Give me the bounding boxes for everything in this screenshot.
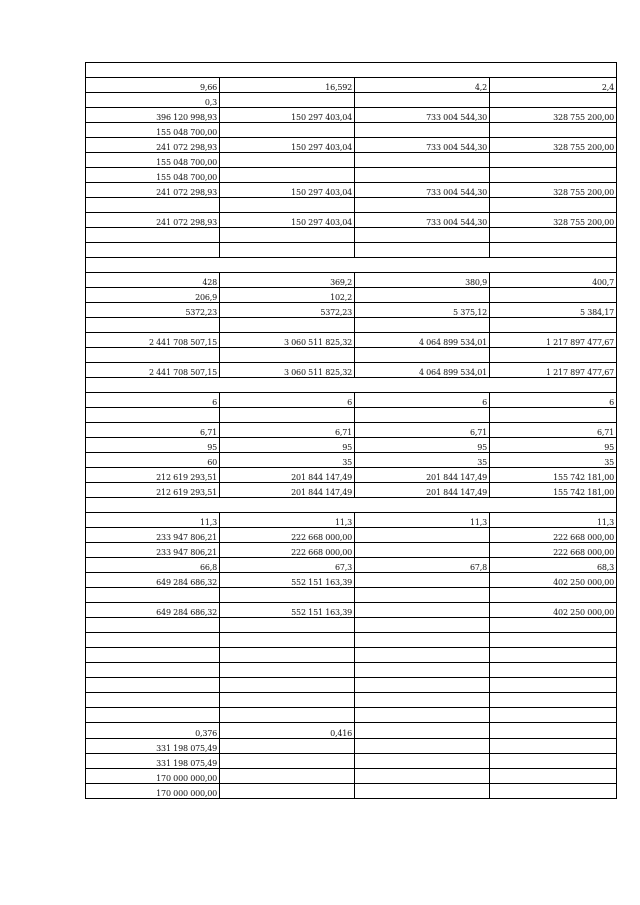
table-cell: 155 048 700,00 <box>86 123 220 138</box>
table-cell <box>355 648 490 663</box>
table-cell <box>220 153 355 168</box>
table-cell <box>86 318 220 333</box>
table-cell <box>220 408 355 423</box>
table-cell: 201 844 147,49 <box>220 468 355 483</box>
table-cell <box>355 93 490 108</box>
table-row <box>86 408 617 423</box>
table-row <box>86 138 617 153</box>
table-cell <box>490 754 617 769</box>
table-cell: 9,66 <box>86 78 220 93</box>
table-cell: 369,2 <box>220 273 355 288</box>
table-cell: 201 844 147,49 <box>355 468 490 483</box>
table-cell: 241 072 298,93 <box>86 183 220 198</box>
data-table <box>85 62 617 799</box>
table-cell: 241 072 298,93 <box>86 138 220 153</box>
table-cell <box>355 769 490 784</box>
table-cell: 6,71 <box>490 423 617 438</box>
table-cell <box>490 228 617 243</box>
table-cell <box>220 708 355 723</box>
table-cell <box>355 288 490 303</box>
table-cell <box>355 663 490 678</box>
table-row <box>86 318 617 333</box>
table-row <box>86 168 617 183</box>
table-cell <box>355 168 490 183</box>
table-cell <box>220 348 355 363</box>
table-row <box>86 213 617 228</box>
table-row <box>86 483 617 498</box>
table-cell: 150 297 403,04 <box>220 183 355 198</box>
table-cell <box>355 603 490 618</box>
table-cell <box>220 588 355 603</box>
table-cell: 649 284 686,32 <box>86 603 220 618</box>
table-cell <box>220 123 355 138</box>
table-cell <box>86 588 220 603</box>
table-cell <box>490 318 617 333</box>
table-cell: 400,7 <box>490 273 617 288</box>
table-body <box>86 63 617 799</box>
table-cell <box>355 543 490 558</box>
table-row <box>86 108 617 123</box>
table-row <box>86 438 617 453</box>
table-cell: 2 441 708 507,15 <box>86 363 220 378</box>
table-cell <box>86 663 220 678</box>
table-cell: 233 947 806,21 <box>86 528 220 543</box>
table-cell: 3 060 511 825,32 <box>220 333 355 348</box>
table-cell <box>355 318 490 333</box>
table-row <box>86 693 617 708</box>
table-cell <box>86 693 220 708</box>
table-cell: 4,2 <box>355 78 490 93</box>
table-cell: 5372,23 <box>86 303 220 318</box>
table-cell: 201 844 147,49 <box>220 483 355 498</box>
table-cell <box>490 153 617 168</box>
table-cell <box>490 168 617 183</box>
table-row <box>86 498 617 513</box>
table-cell: 206,9 <box>86 288 220 303</box>
table-cell <box>86 618 220 633</box>
table-cell <box>490 739 617 754</box>
table-cell: 212 619 293,51 <box>86 468 220 483</box>
table-cell <box>220 663 355 678</box>
table-row <box>86 573 617 588</box>
table-cell <box>490 408 617 423</box>
table-cell <box>355 723 490 739</box>
table-cell <box>490 693 617 708</box>
table-cell: 241 072 298,93 <box>86 213 220 228</box>
table-row <box>86 603 617 618</box>
table-cell: 733 004 544,30 <box>355 108 490 123</box>
table-cell: 150 297 403,04 <box>220 138 355 153</box>
table-cell <box>355 408 490 423</box>
table-cell <box>220 228 355 243</box>
table-cell: 170 000 000,00 <box>86 769 220 784</box>
table-cell <box>490 243 617 258</box>
table-cell <box>355 588 490 603</box>
table-cell: 60 <box>86 453 220 468</box>
table-cell <box>220 198 355 213</box>
table-cell: 155 742 181,00 <box>490 483 617 498</box>
table-row <box>86 678 617 693</box>
table-cell: 331 198 075,49 <box>86 754 220 769</box>
table-cell: 1 217 897 477,67 <box>490 363 617 378</box>
table-cell: 155 742 181,00 <box>490 468 617 483</box>
section-separator-row <box>86 63 617 78</box>
table-cell <box>490 663 617 678</box>
table-cell: 328 755 200,00 <box>490 213 617 228</box>
table-cell <box>355 784 490 799</box>
section-separator-row <box>86 258 617 273</box>
table-cell <box>490 769 617 784</box>
table-row <box>86 243 617 258</box>
table-row <box>86 258 617 273</box>
table-cell: 380,9 <box>355 273 490 288</box>
table-cell: 95 <box>355 438 490 453</box>
table-row <box>86 153 617 168</box>
table-cell: 552 151 163,39 <box>220 603 355 618</box>
table-cell <box>490 708 617 723</box>
table-cell: 0,376 <box>86 723 220 739</box>
table-row <box>86 558 617 573</box>
table-cell: 150 297 403,04 <box>220 213 355 228</box>
table-row <box>86 708 617 723</box>
table-cell <box>86 228 220 243</box>
section-separator-row <box>86 498 617 513</box>
table-cell: 5 384,17 <box>490 303 617 318</box>
table-cell: 1 217 897 477,67 <box>490 333 617 348</box>
table-cell <box>220 93 355 108</box>
table-cell <box>490 588 617 603</box>
table-cell: 68,3 <box>490 558 617 573</box>
table-cell: 6 <box>86 393 220 408</box>
table-row <box>86 618 617 633</box>
table-cell <box>490 93 617 108</box>
table-cell <box>86 678 220 693</box>
table-row <box>86 78 617 93</box>
table-row <box>86 363 617 378</box>
table-cell <box>490 633 617 648</box>
table-cell <box>490 123 617 138</box>
table-cell: 428 <box>86 273 220 288</box>
table-cell: 3 060 511 825,32 <box>220 363 355 378</box>
table-row <box>86 633 617 648</box>
table-cell: 95 <box>220 438 355 453</box>
table-cell: 11,3 <box>490 513 617 528</box>
table-cell <box>490 648 617 663</box>
table-cell: 328 755 200,00 <box>490 183 617 198</box>
table-cell: 0,3 <box>86 93 220 108</box>
table-cell <box>490 723 617 739</box>
table-row <box>86 378 617 393</box>
table-cell: 402 250 000,00 <box>490 573 617 588</box>
table-row <box>86 648 617 663</box>
table-cell: 170 000 000,00 <box>86 784 220 799</box>
table-cell: 16,592 <box>220 78 355 93</box>
section-separator-row <box>86 378 617 393</box>
table-cell <box>355 198 490 213</box>
table-row <box>86 723 617 739</box>
table-cell: 233 947 806,21 <box>86 543 220 558</box>
table-cell: 67,8 <box>355 558 490 573</box>
table-cell <box>355 618 490 633</box>
table-cell <box>355 708 490 723</box>
table-cell: 552 151 163,39 <box>220 573 355 588</box>
table-cell <box>220 618 355 633</box>
table-cell <box>220 739 355 754</box>
table-row <box>86 123 617 138</box>
table-cell <box>220 168 355 183</box>
table-cell: 222 668 000,00 <box>490 528 617 543</box>
table-cell: 222 668 000,00 <box>220 528 355 543</box>
table-row <box>86 63 617 78</box>
table-row <box>86 528 617 543</box>
table-cell: 155 048 700,00 <box>86 168 220 183</box>
table-cell: 6,71 <box>220 423 355 438</box>
table-cell <box>355 153 490 168</box>
table-row <box>86 784 617 799</box>
table-cell <box>86 633 220 648</box>
table-cell <box>490 198 617 213</box>
table-row <box>86 198 617 213</box>
table-cell: 6,71 <box>355 423 490 438</box>
table-cell <box>355 123 490 138</box>
document-sheet <box>85 62 616 799</box>
table-cell <box>355 348 490 363</box>
table-cell <box>220 678 355 693</box>
table-cell: 11,3 <box>220 513 355 528</box>
table-cell: 4 064 899 534,01 <box>355 333 490 348</box>
table-cell: 4 064 899 534,01 <box>355 363 490 378</box>
table-cell: 222 668 000,00 <box>220 543 355 558</box>
table-cell <box>355 693 490 708</box>
table-row <box>86 93 617 108</box>
table-cell <box>86 648 220 663</box>
table-cell <box>86 408 220 423</box>
table-cell <box>86 243 220 258</box>
table-cell <box>490 784 617 799</box>
table-cell: 95 <box>86 438 220 453</box>
table-cell: 331 198 075,49 <box>86 739 220 754</box>
table-cell: 212 619 293,51 <box>86 483 220 498</box>
table-row <box>86 183 617 198</box>
table-cell: 11,3 <box>86 513 220 528</box>
table-cell: 733 004 544,30 <box>355 138 490 153</box>
table-row <box>86 754 617 769</box>
table-cell: 155 048 700,00 <box>86 153 220 168</box>
table-cell <box>86 348 220 363</box>
table-cell <box>490 348 617 363</box>
table-row <box>86 769 617 784</box>
table-cell <box>355 228 490 243</box>
table-cell <box>490 678 617 693</box>
table-row <box>86 423 617 438</box>
table-cell <box>220 648 355 663</box>
table-row <box>86 393 617 408</box>
table-cell <box>355 573 490 588</box>
table-row <box>86 228 617 243</box>
table-cell <box>355 739 490 754</box>
table-row <box>86 543 617 558</box>
table-cell: 2,4 <box>490 78 617 93</box>
table-cell <box>220 769 355 784</box>
table-cell: 6 <box>220 393 355 408</box>
table-cell: 11,3 <box>355 513 490 528</box>
table-row <box>86 739 617 754</box>
table-row <box>86 663 617 678</box>
table-cell: 2 441 708 507,15 <box>86 333 220 348</box>
table-cell: 0,416 <box>220 723 355 739</box>
table-cell <box>220 243 355 258</box>
table-cell <box>355 678 490 693</box>
table-cell: 95 <box>490 438 617 453</box>
table-cell: 67,3 <box>220 558 355 573</box>
table-cell <box>220 754 355 769</box>
table-cell: 102,2 <box>220 288 355 303</box>
table-row <box>86 303 617 318</box>
table-cell <box>355 528 490 543</box>
table-cell: 150 297 403,04 <box>220 108 355 123</box>
table-cell: 328 755 200,00 <box>490 138 617 153</box>
table-cell: 733 004 544,30 <box>355 183 490 198</box>
table-row <box>86 588 617 603</box>
table-cell: 35 <box>355 453 490 468</box>
table-cell <box>355 243 490 258</box>
table-cell <box>490 618 617 633</box>
table-cell <box>220 633 355 648</box>
table-cell: 222 668 000,00 <box>490 543 617 558</box>
table-cell: 396 120 998,93 <box>86 108 220 123</box>
table-cell: 6,71 <box>86 423 220 438</box>
table-cell: 402 250 000,00 <box>490 603 617 618</box>
table-cell: 5372,23 <box>220 303 355 318</box>
table-row <box>86 288 617 303</box>
table-row <box>86 348 617 363</box>
table-cell: 328 755 200,00 <box>490 108 617 123</box>
table-cell <box>86 198 220 213</box>
table-cell: 5 375,12 <box>355 303 490 318</box>
table-cell <box>355 754 490 769</box>
table-row <box>86 513 617 528</box>
table-cell: 35 <box>220 453 355 468</box>
table-cell <box>86 708 220 723</box>
table-row <box>86 273 617 288</box>
table-cell: 35 <box>490 453 617 468</box>
table-cell: 649 284 686,32 <box>86 573 220 588</box>
table-cell: 201 844 147,49 <box>355 483 490 498</box>
table-cell: 66,8 <box>86 558 220 573</box>
table-cell <box>355 633 490 648</box>
table-cell: 733 004 544,30 <box>355 213 490 228</box>
table-cell: 6 <box>490 393 617 408</box>
table-row <box>86 333 617 348</box>
table-cell <box>220 318 355 333</box>
table-cell <box>220 784 355 799</box>
table-row <box>86 468 617 483</box>
table-row <box>86 453 617 468</box>
table-cell: 6 <box>355 393 490 408</box>
table-cell <box>220 693 355 708</box>
table-cell <box>490 288 617 303</box>
